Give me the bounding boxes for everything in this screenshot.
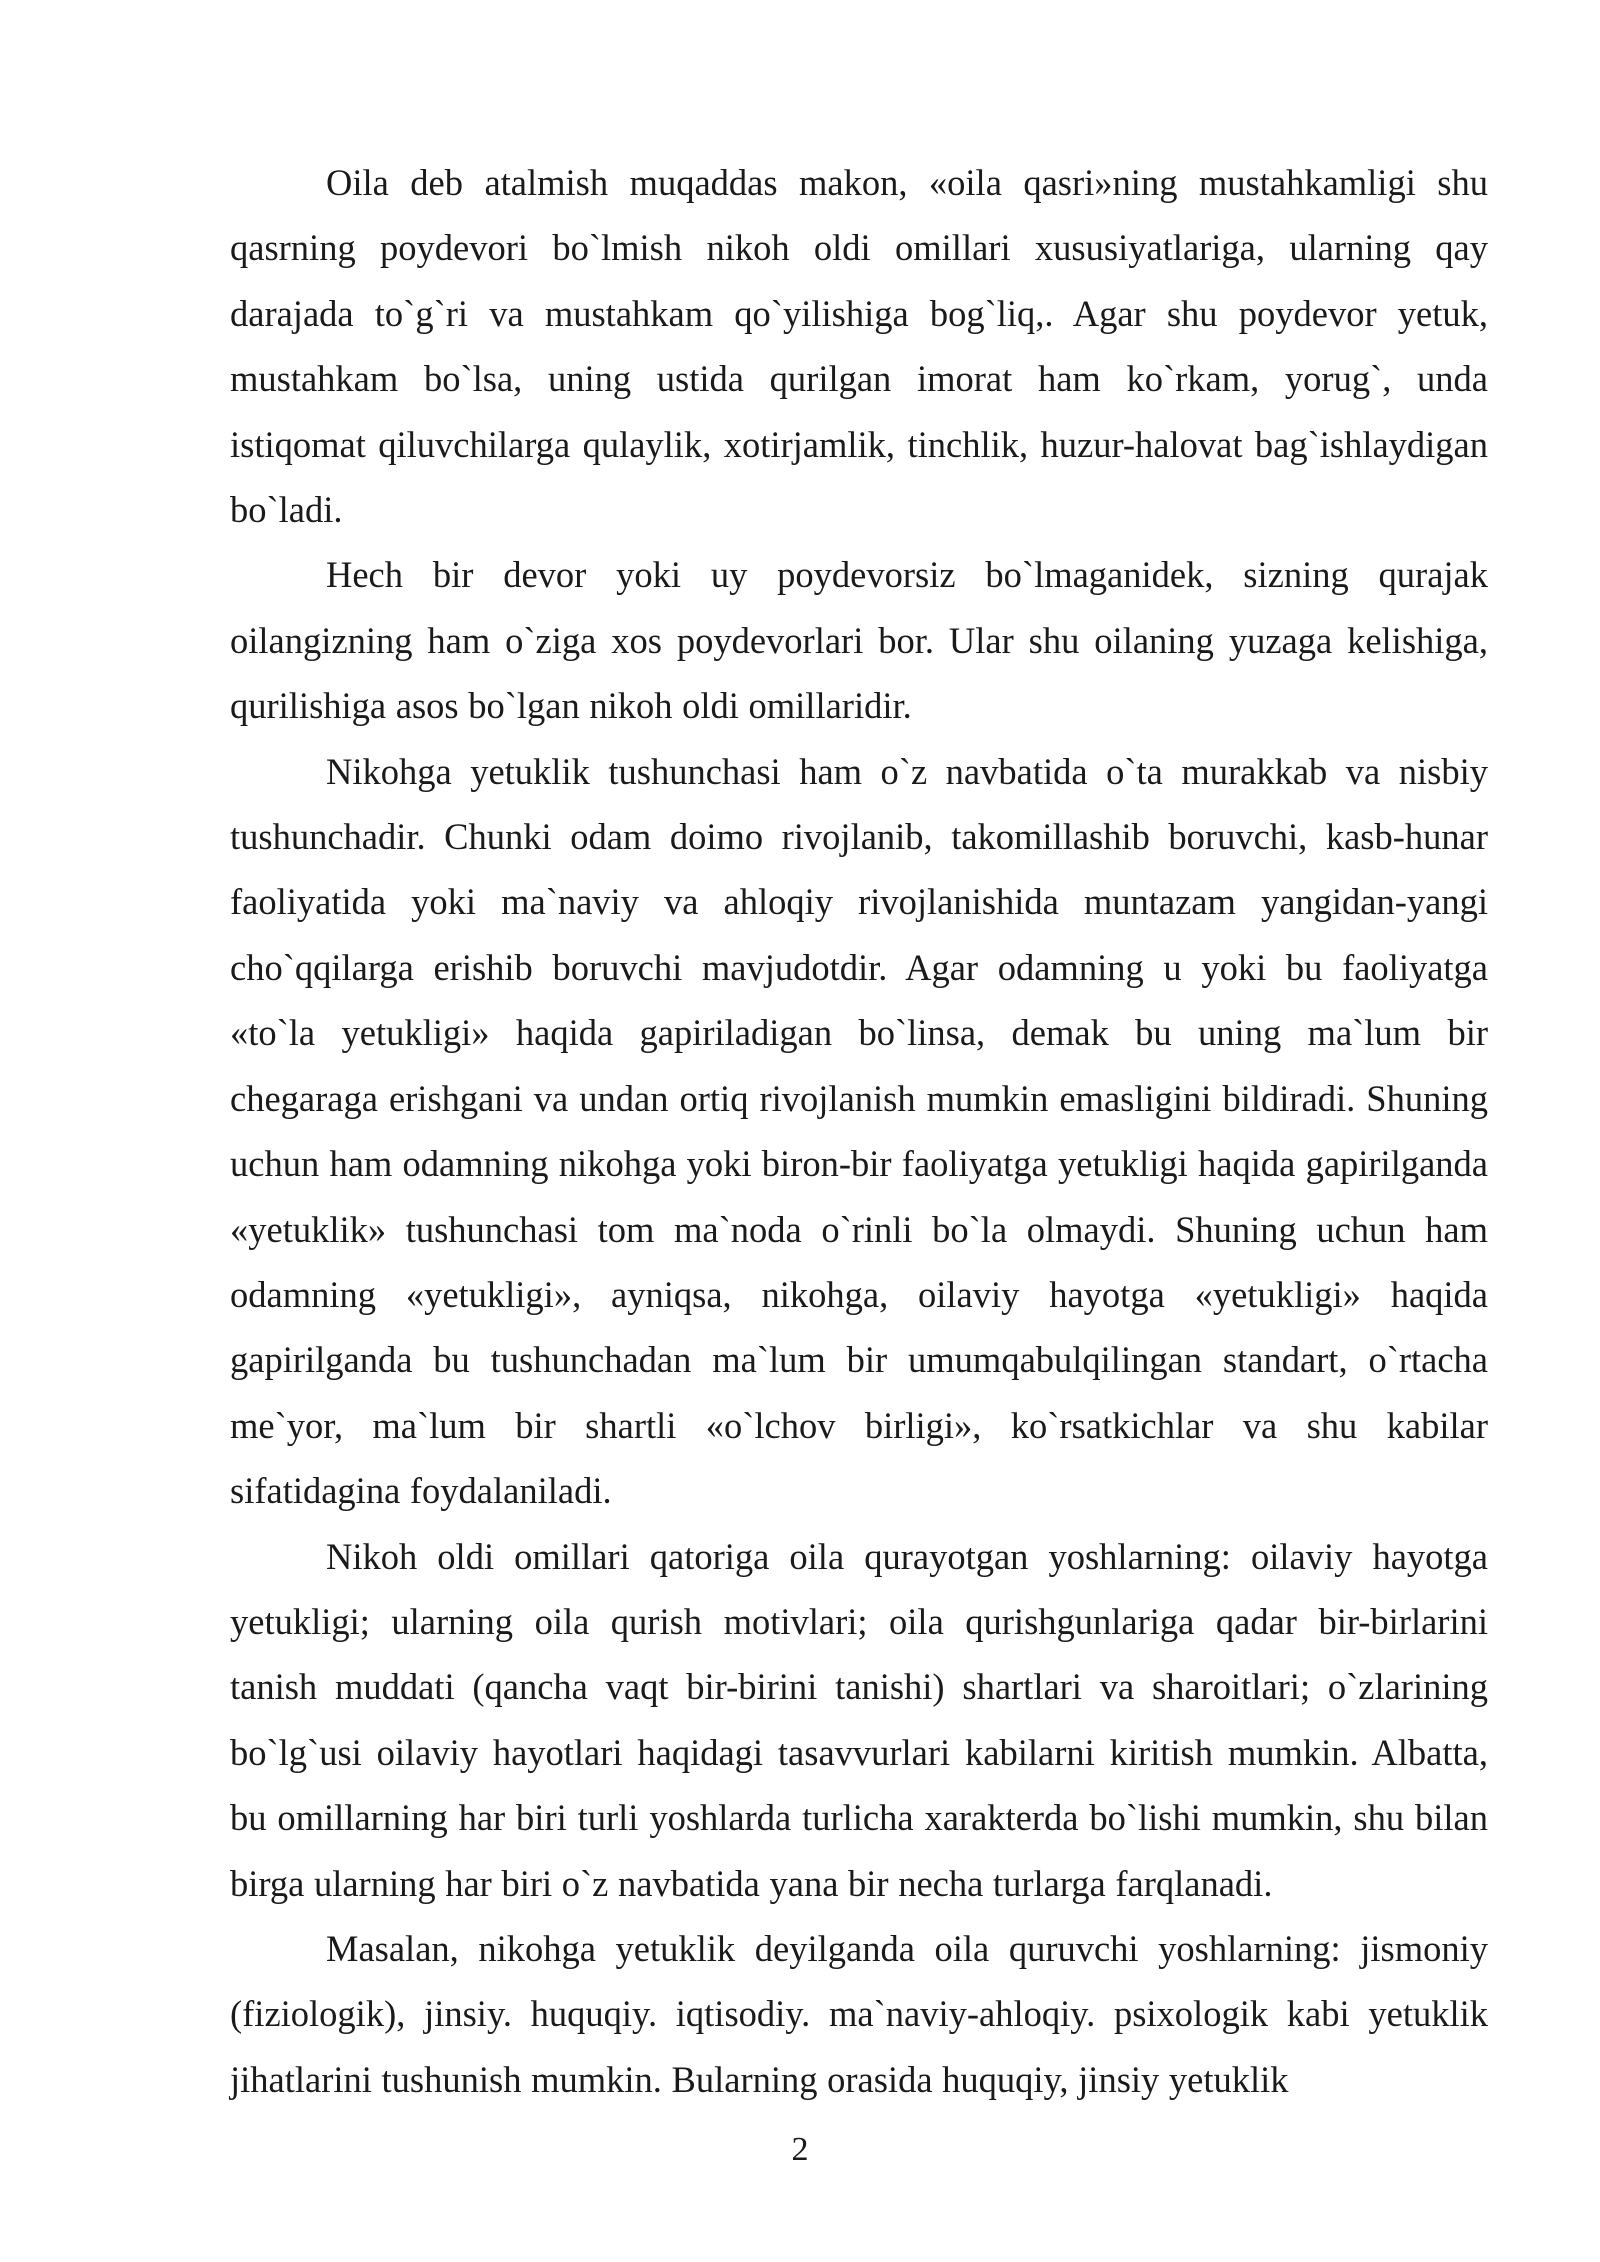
paragraph-3: Nikohga yetuklik tushunchasi ham o`z navbatida o`ta murakkab va nisbiy tushunchadir. Chunki odam doimo rivojlanib, takomillashib boruvchi, kasb-hunar faoliyatida yoki ma`naviy va ahloqiy rivojlanishida muntazam yangidan-yangi cho`qqilarga erishib boruvchi mavjudotdir. Agar odamning u yoki bu faoliyatga «to`la yetukligi» haqida gapiriladigan bo`linsa, demak bu uning ma`lum bir chegaraga erishgani va undan ortiq rivojlanish mumkin emasligini bildiradi. Shuning uchun ham odamning nikohga yoki biron-bir faoliyatga yetukligi haqida gapirilganda «yetuklik» tushunchasi tom ma`noda o`rinli bo`la olmaydi. Shuning uchun ham odamning «yetukligi», ayniqsa, nikohga, oilaviy hayotga «yetukligi» haqida gapirilganda bu tushunchadan ma`lum bir umumqabulqilingan standart, o`rtacha me`yor, ma`lum bir shartli «o`lchov birligi», ko`rsatkichlar va shu kabilar sifatidagina foydalaniladi. [230, 750, 1488, 1512]
paragraph-1: Oila deb atalmish muqaddas makon, «oila qasri»ning mustahkamligi shu qasrning poydevori bo`lmish nikoh oldi omillari xususiyatlariga, ularning qay darajada to`g`ri va mustahkam qo`yilishiga bog`liq,. Agar shu poydevor yetuk, mustahkam bo`lsa, uning ustida qurilgan imorat ham ko`rkam, yorug`, unda istiqomat qiluvchilarga qulaylik, xotirjamlik, tinchlik, huzur-halovat bag`ishlaydigan bo`ladi. [230, 162, 1488, 531]
paragraph-5: Masalan, nikohga yetuklik deyilganda oila quruvchi yoshlarning: jismoniy (fiziologik), jinsiy. huquqiy. iqtisodiy. ma`naviy-ahloqiy. psixologik kabi yetuklik jihatlarini tushunish mumkin. Bularning orasida huquqiy, jinsiy yetuklik [230, 1927, 1488, 2100]
paragraph-2: Hech bir devor yoki uy poydevorsiz bo`lmaganidek, sizning qurajak oilangizning ham o`ziga xos poydevorlari bor. Ular shu oilaning yuzaga kelishiga, qurilishiga asos bo`lgan nikoh oldi omillaridir. [230, 554, 1488, 727]
paragraph-4: Nikoh oldi omillari qatoriga oila qurayotgan yoshlarning: oilaviy hayotga yetukligi; ularning oila qurish motivlari; oila qurishgunlariga qadar bir-birlarini tanish muddati (qancha vaqt bir-birini tanishi) shartlari va sharoitlari; o`zlarining bo`lg`usi oilaviy hayotlari haqidagi tasavvurlari kabilarni kiritish mumkin. Albatta, bu omillarning har biri turli yoshlarda turlicha xarakterda bo`lishi mumkin, shu bilan birga ularning har biri o`z navbatida yana bir necha turlarga farqlanadi. [230, 1535, 1488, 1904]
page-number: 2 [791, 2131, 809, 2168]
document-page [230, 150, 1488, 2112]
